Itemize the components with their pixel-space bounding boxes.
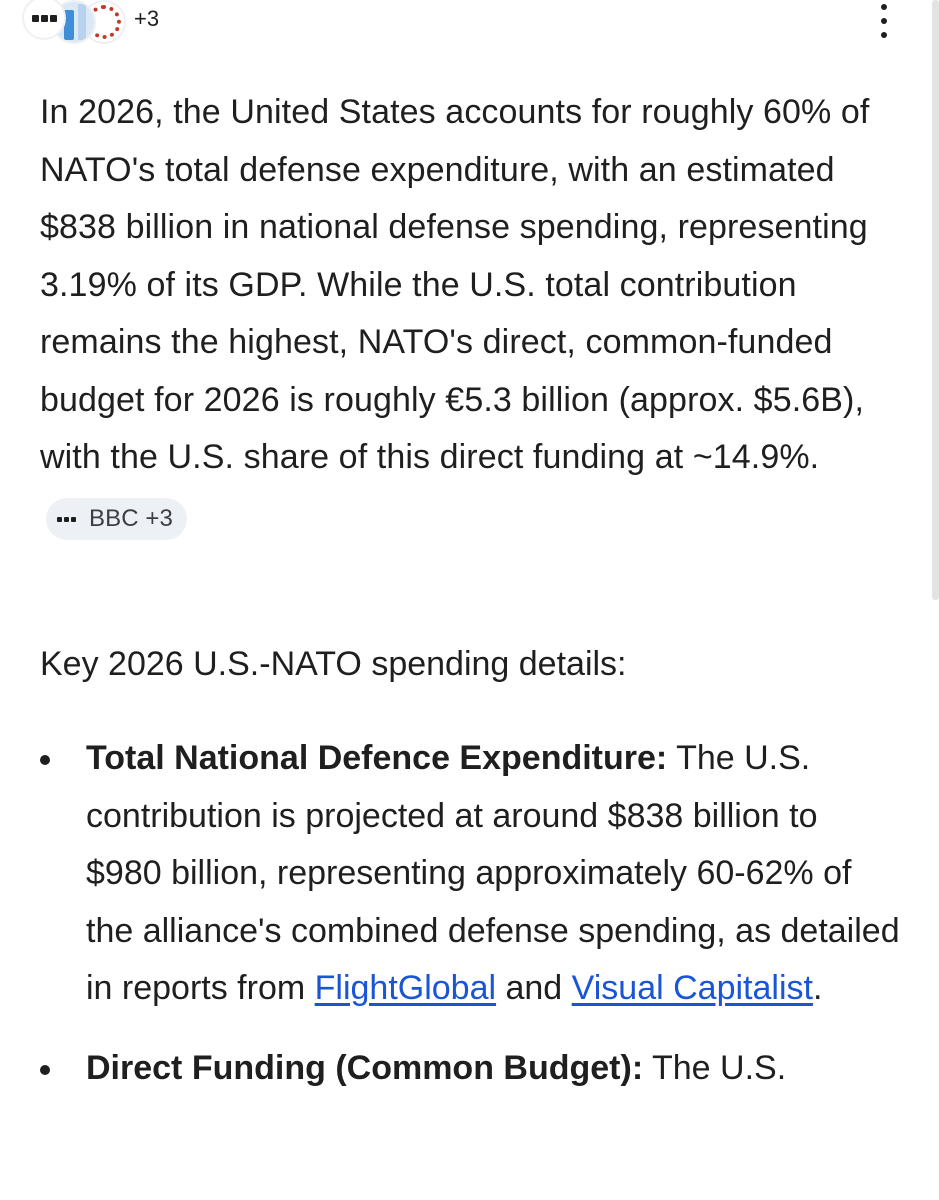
list-item — [40, 730, 900, 1018]
item-text-end: . — [812, 969, 823, 1007]
item-title: Total National Defence Expenditure: — [86, 739, 668, 777]
flightglobal-link[interactable]: FlightGlobal — [314, 969, 497, 1007]
item-text-between: and — [496, 969, 572, 1007]
visual-capitalist-link[interactable]: Visual Capitalist — [571, 969, 813, 1007]
scrollbar[interactable] — [932, 0, 939, 600]
details-list — [40, 730, 900, 1119]
citation-dots-icon — [56, 517, 77, 522]
list-item — [40, 1040, 900, 1098]
citation-chip[interactable] — [46, 498, 187, 540]
item-text: The U.S. — [643, 1048, 787, 1087]
more-sources-count[interactable]: +3 — [134, 6, 160, 31]
citation-chip-label: BBC +3 — [89, 505, 173, 533]
answer-paragraph — [40, 84, 900, 544]
bullet-icon — [40, 1065, 50, 1075]
item-title: Direct Funding (Common Budget): — [86, 1048, 644, 1087]
sources-bar[interactable] — [22, 0, 159, 44]
kebab-menu-icon[interactable] — [879, 4, 889, 38]
item-text: The U.S. contribution is projected at around $838 billion to $980 billion, representing approximately 60-62% of the alliance's combined defense spending, as detailed in reports from — [86, 739, 900, 1007]
answer-intro-text: In 2026, the United States accounts for roughly 60% of NATO's total defense expenditure, with an estimated $838 billion in national defense spending, representing 3.19% of its GDP. While the U.S. total contribution remains the highest, NATO's direct, common-funded budget for 2026 is roughly €5.3 billion (approx. $5.6B), with the U.S. share of this direct funding at ~14.9%. — [40, 93, 870, 476]
bullet-icon — [40, 755, 50, 765]
details-heading: Key 2026 U.S.-NATO spending details: — [40, 645, 627, 683]
